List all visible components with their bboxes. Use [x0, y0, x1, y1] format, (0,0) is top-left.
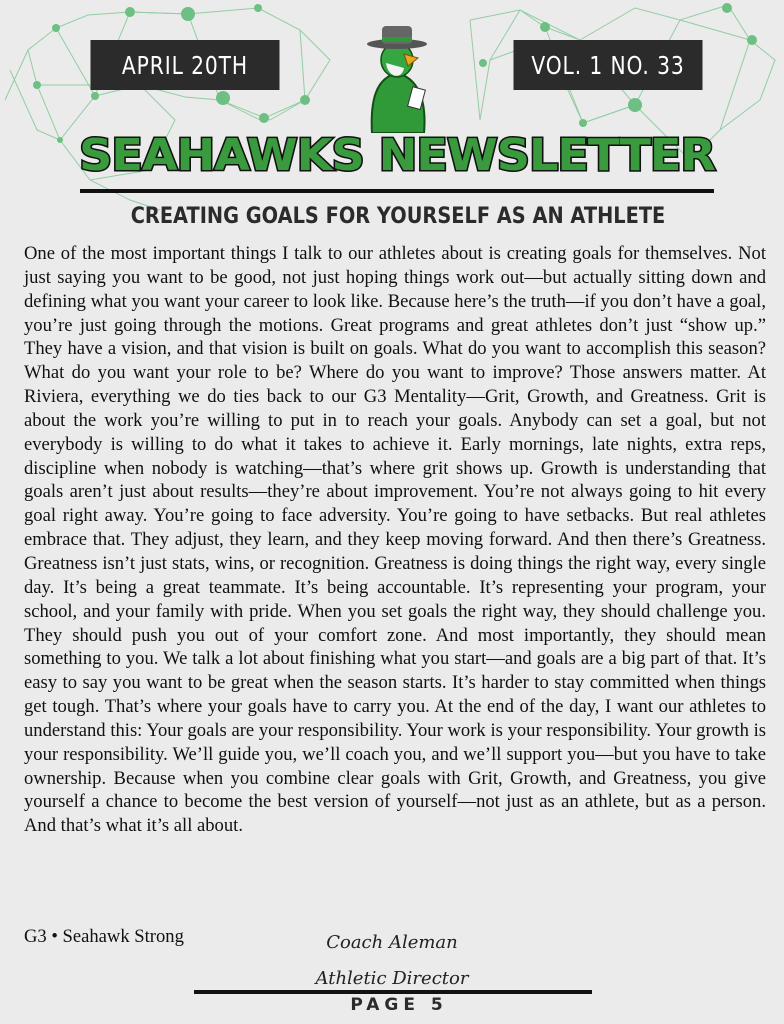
issue-volume-badge: VOL. 1 NO. 33 — [514, 40, 703, 90]
seahawk-mascot-logo — [352, 18, 442, 133]
page-number: PAGE 5 — [350, 995, 448, 1015]
motto: G3 • Seahawk Strong — [24, 926, 184, 947]
signature-title: Athletic Director — [315, 968, 469, 989]
issue-date-badge: APRIL 20TH — [91, 40, 280, 90]
title-divider — [80, 189, 714, 193]
article-body: One of the most important things I talk to our athletes about is creating goals for themselves. Not just saying you want to be good, not just hoping things work out—but actually sitting down and defining what you want your career to look like. Because here’s the truth—if you don’t have a goal, you’re just going through the motions. Great programs and great athletes don’t just “show up.” They have a vision, and that vision is built on goals. What do you want to accomplish this season? What do you want your role to be? Where do you want to improve? Those answers matter. At Riviera, everything we do ties back to our G3 Mentality—Grit, Growth, and Greatness. Grit is about the work you’re willing to put in to reach your goals. Anybody can set a goal, but not everybody is willing to do what it takes to achieve it. Early mornings, late nights, extra reps, discipline when nobody is watching—that’s where grit shows up. Growth is understanding that goals aren’t just about results—they’re about improvement. You’re not always going to hit every goal right away. You’re going to face adversity. You’re going to have setbacks. But real athletes embrace that. They adjust, they learn, and they keep moving forward. And then there’s Greatness. Greatness isn’t just stats, wins, or recognition. Greatness is doing things the right way, every single day. It’s being a great teammate. It’s being accountable. It’s representing your program, your school, and your family with pride. When you set goals the right way, they should challenge you. They should push you out of your comfort zone. And most importantly, they should mean something to you. We talk a lot about finishing what you start—and goals are a big part of that. It’s easy to say you want to be great when the season starts. It’s harder to stay committed when things get tough. That’s where your goals have to carry you. At the end of the day, I want our athletes to understand this: Your goals are your responsibility. Your work is your responsibility. Your growth is your responsibility. We’ll guide you, we’ll coach you, and we’ll support you—but you have to take ownership. Because when you combine clear goals with Grit, Growth, and Greatness, you give yourself a chance to become the best version of yourself—not just as an athlete, but as a person. And that’s what it’s all about. — [24, 243, 766, 837]
article-headline: CREATING GOALS FOR YOURSELF AS AN ATHLETE — [130, 204, 666, 229]
newsletter-title: SEAHAWKS NEWSLETTER — [79, 130, 715, 181]
footer-divider — [194, 990, 592, 994]
signature-name: Coach Aleman — [326, 932, 458, 953]
